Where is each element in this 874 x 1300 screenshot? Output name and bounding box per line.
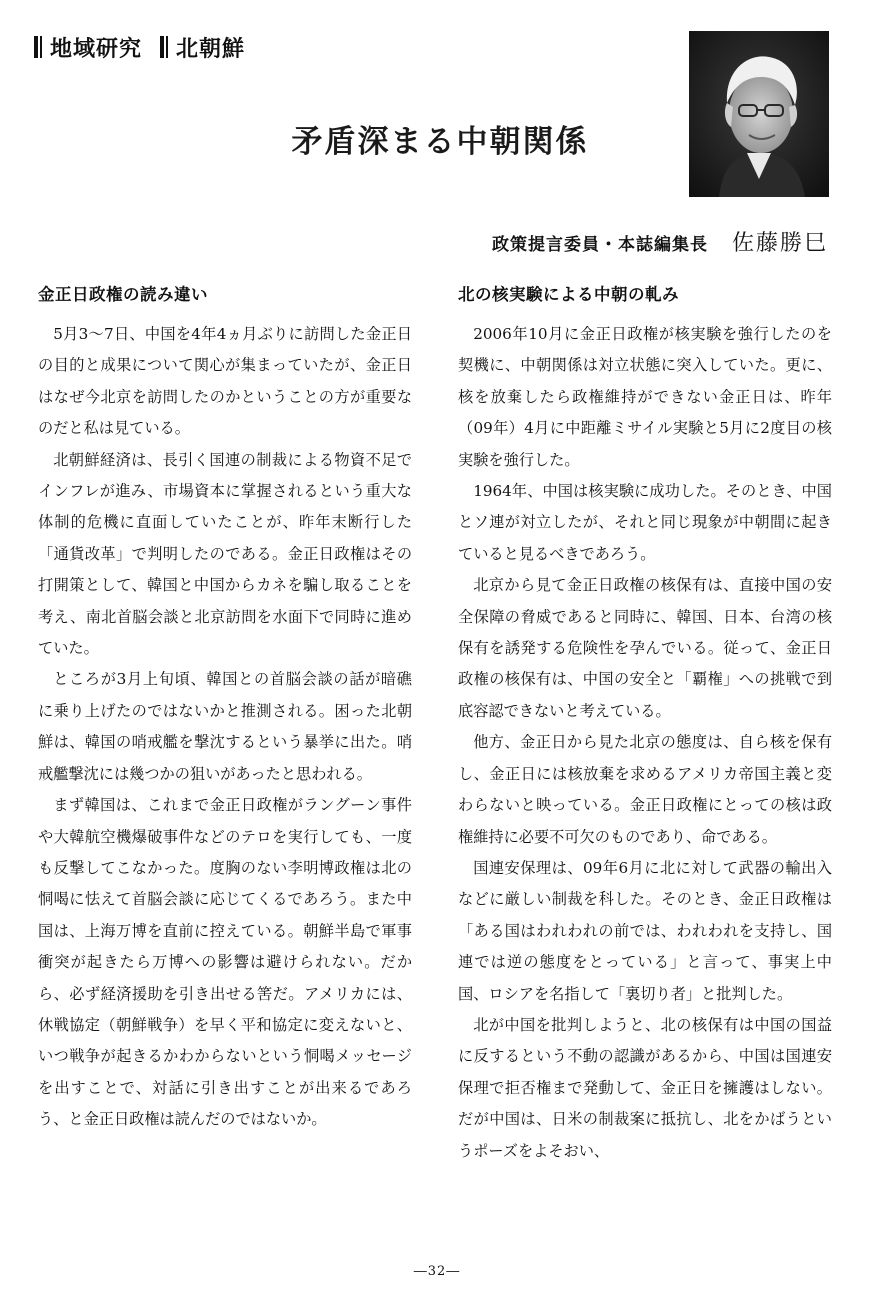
paragraph: まず韓国は、これまで金正日政権がラングーン事件や大韓航空機爆破事件などのテロを実行しても、一度も反撃してこなかった。度胸のない李明博政権は北の恫喝に怯えて首脳会談に応じてくるであろう。また中国は、上海万博を直前に控えている。朝鮮半島で軍事衝突が起きたら万博への影響は避けられない。だから、必ず経済援助を引き出せる筈だ。アメリカには、休戦協定（朝鮮戦争）を早く平和協定に変えないと、いつ戦争が起きるかわからないという恫喝メッセージを出すことで、対話に引き出すことが出来るであろう、と金正日政権は読んだのではないか。: [38, 796, 412, 1129]
region-tag: [160, 32, 245, 63]
right-column: [458, 283, 832, 1167]
section-label: 地域研究: [50, 36, 143, 62]
paragraph: 他方、金正日から見た北京の態度は、自ら核を保有し、金正日には核放棄を求めるアメリカ帝国主義と変わらないと映っている。金正日政権にとっての核は政権維持に必要不可欠のものであり、命である。: [458, 733, 833, 846]
section-header: [34, 30, 263, 64]
author-role: 政策提言委員・本誌編集長: [491, 235, 708, 255]
paragraph: 北が中国を批判しようと、北の核保有は中国の国益に反するという不動の認識があるから、中国は国連安保理で拒否権まで発動して、金正日を擁護はしない。だが中国は、日米の制裁案に抵抗し、北をかばうというポーズをよそおい、: [458, 1015, 832, 1160]
paragraph: 5月3～7日、中国を4年4ヵ月ぶりに訪問した金正日の目的と成果について関心が集まっていたが、金正日はなぜ今北京を訪問したのかということの方が重要なのだと私は見ている。: [38, 325, 412, 438]
section-tag: [34, 32, 142, 63]
byline: [492, 226, 828, 257]
article-title: 矛盾深まる中朝関係: [291, 124, 589, 160]
page-number: ―32―: [413, 1264, 461, 1279]
author-name: 佐藤勝巳: [731, 231, 828, 256]
paragraph: 1964年、中国は核実験に成功した。そのとき、中国とソ連が対立したが、それと同じ現象が中朝間に起きていると見るべきであろう。: [458, 482, 832, 563]
section-bar-icon: [166, 36, 168, 58]
section-heading: 北の核実験による中朝の軋み: [458, 285, 679, 304]
author-photo: [689, 31, 829, 197]
paragraph: 北朝鮮経済は、長引く国連の制裁による物資不足でインフレが進み、市場資本に掌握されるという重大な体制的危機に直面していたことが、昨年末断行した「通貨改革」で判明したのである。金正日政権はその打開策として、韓国と中国からカネを騙し取ることを考え、南北首脳会談と北京訪問を水面下で同時に進めていた。: [38, 450, 412, 658]
left-column: [38, 283, 412, 1136]
section-bar-icon: [40, 36, 42, 58]
paragraph: 北京から見て金正日政権の核保有は、直接中国の安全保障の脅威であると同時に、韓国、日本、台湾の核保有を誘発する危険性を孕んでいる。従って、金正日政権の核保有は、中国の安全と「覇権」への挑戦で到底容認できないと考えている。: [458, 576, 832, 720]
section-heading: 金正日政権の読み違い: [38, 285, 208, 304]
paragraph: 国連安保理は、09年6月に北に対して武器の輸出入などに厳しい制裁を科した。そのとき、金正日政権は「ある国はわれわれの前では、われわれを支持し、国連では逆の態度をとっている」と言って、事実上中国、ロシアを名指して「裏切り者」と批判した。: [458, 858, 832, 1003]
paragraph: 2006年10月に金正日政権が核実験を強行したのを契機に、中朝関係は対立状態に突入していた。更に、核を放棄したら政権維持ができない金正日は、昨年（09年）4月に中距離ミサイル実験と5月に2度目の核実験を強行した。: [458, 325, 832, 469]
section-bar-icon: [160, 36, 164, 58]
section-bar-icon: [34, 36, 38, 58]
paragraph: ところが3月上旬頃、韓国との首脳会談の話が暗礁に乗り上げたのではないかと推測される。困った北朝鮮は、韓国の哨戒艦を撃沈するという暴挙に出た。哨戒艦撃沈には幾つかの狙いがあったと思われる。: [38, 670, 412, 783]
region-label: 北朝鮮: [176, 36, 246, 62]
